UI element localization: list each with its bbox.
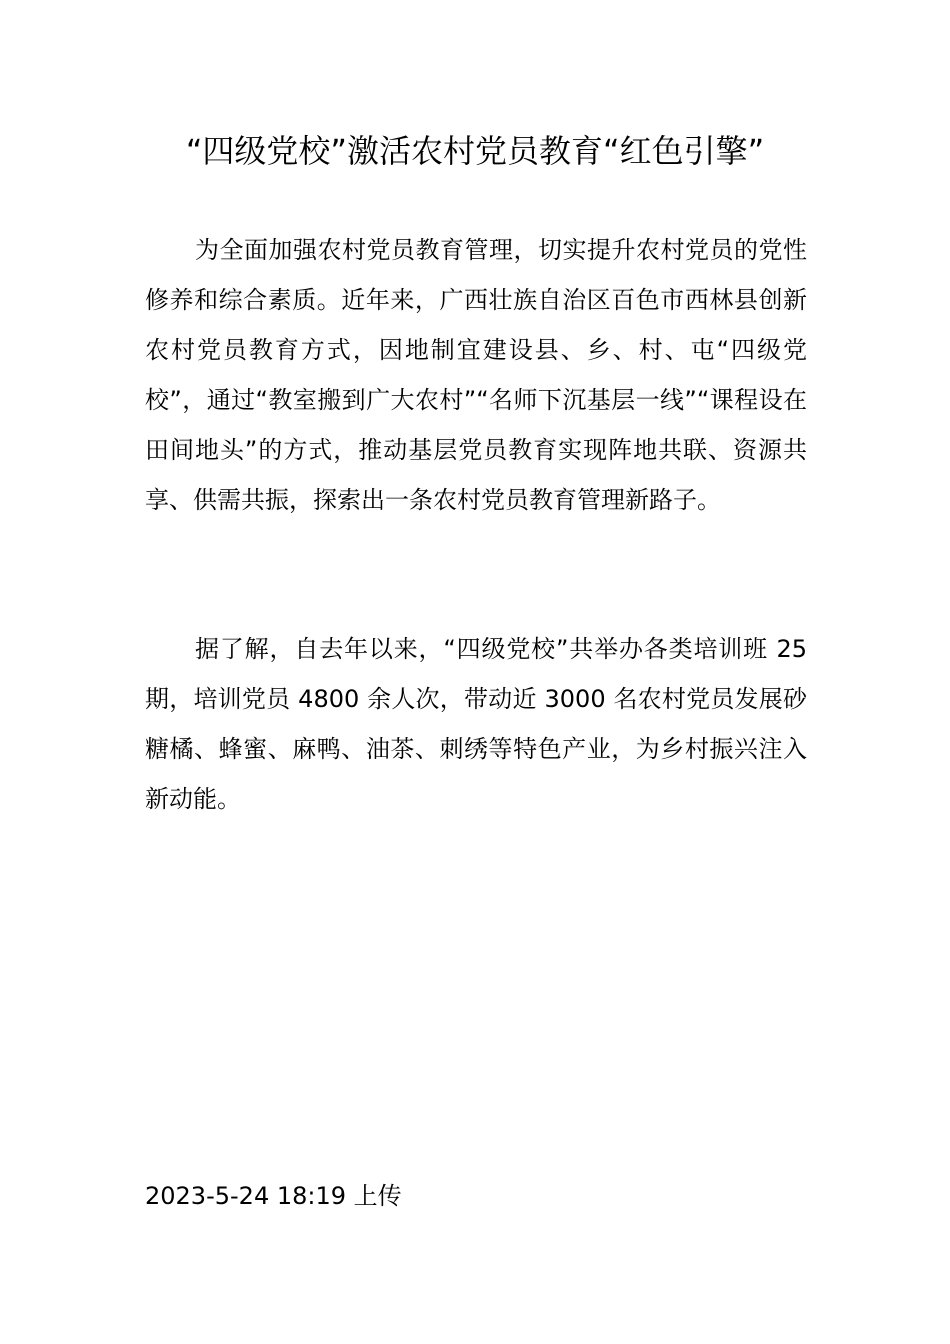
upload-timestamp: 2023-5-24 18:19 上传 bbox=[145, 1182, 402, 1210]
document-title: “四级党校”激活农村党员教育“红色引擎” bbox=[185, 132, 765, 170]
paragraph-intro: 为全面加强农村党员教育管理，切实提升农村党员的党性修养和综合素质。近年来，广西壮族自治区百色市西林县创新农村党员教育方式，因地制宜建设县、乡、村、屯“四级党校”，通过“教室搬到广大农村”“名师下沉基层一线”“课程设在田间地头”的方式，推动基层党员教育实现阵地共联、资源共享、供需共振，探索出一条农村党员教育管理新路子。 bbox=[145, 236, 807, 514]
paragraph-statistics: 据了解，自去年以来，“四级党校”共举办各类培训班 25 期，培训党员 4800 余人次，带动近 3000 名农村党员发展砂糖橘、蜂蜜、麻鸭、油茶、刺绣等特色产业，为乡村振兴注入新动能。 bbox=[145, 635, 807, 813]
